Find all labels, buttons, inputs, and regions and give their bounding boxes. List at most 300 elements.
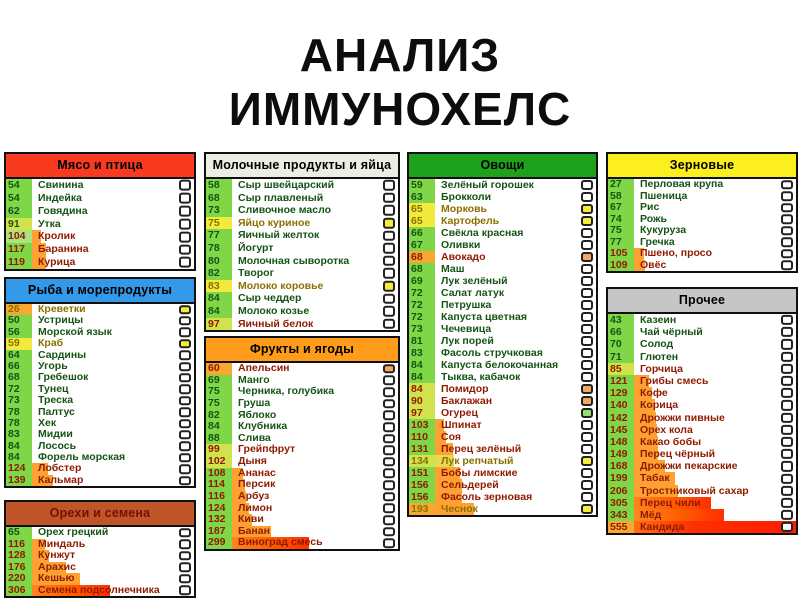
food-value: 156 bbox=[411, 479, 429, 491]
food-checkbox[interactable] bbox=[581, 312, 593, 322]
food-row bbox=[6, 372, 194, 383]
food-label: Рис bbox=[640, 202, 660, 213]
food-checkbox[interactable] bbox=[781, 215, 793, 225]
panel-fish-rows bbox=[6, 304, 194, 486]
food-label: Ананас bbox=[238, 467, 276, 479]
food-checkbox[interactable] bbox=[781, 180, 793, 190]
food-value: 84 bbox=[411, 371, 423, 383]
food-checkbox[interactable] bbox=[179, 305, 191, 314]
food-label: Дрожжи пекарские bbox=[640, 460, 738, 473]
food-row bbox=[206, 192, 398, 205]
food-row bbox=[608, 387, 796, 399]
food-row bbox=[6, 338, 194, 349]
food-checkbox[interactable] bbox=[383, 492, 395, 502]
food-value: 62 bbox=[8, 204, 20, 217]
panel-nuts-rows bbox=[6, 527, 194, 596]
food-checkbox[interactable] bbox=[383, 469, 395, 479]
food-value: 105 bbox=[610, 248, 628, 259]
food-label: Морской язык bbox=[38, 326, 112, 338]
food-checkbox[interactable] bbox=[781, 261, 793, 271]
food-checkbox[interactable] bbox=[179, 339, 191, 348]
food-value: 148 bbox=[610, 435, 628, 448]
food-checkbox[interactable] bbox=[383, 434, 395, 444]
food-label: Грейпфрут bbox=[238, 444, 296, 456]
food-checkbox[interactable] bbox=[383, 268, 395, 279]
food-checkbox[interactable] bbox=[383, 480, 395, 490]
food-label: Арбуз bbox=[238, 490, 270, 502]
food-checkbox[interactable] bbox=[179, 180, 191, 191]
panel-grains bbox=[606, 152, 798, 273]
food-checkbox[interactable] bbox=[383, 515, 395, 525]
food-label: Банан bbox=[238, 525, 270, 537]
food-value: 68 bbox=[411, 251, 423, 263]
food-row bbox=[608, 314, 796, 326]
food-value: 26 bbox=[8, 304, 20, 315]
food-row bbox=[409, 395, 596, 407]
food-checkbox[interactable] bbox=[179, 442, 191, 451]
food-row bbox=[409, 479, 596, 491]
food-row bbox=[409, 287, 596, 299]
food-checkbox[interactable] bbox=[781, 400, 793, 410]
food-checkbox[interactable] bbox=[781, 352, 793, 362]
food-row bbox=[206, 514, 398, 526]
food-checkbox[interactable] bbox=[179, 231, 191, 242]
food-value: 59 bbox=[411, 179, 423, 191]
food-value: 149 bbox=[610, 448, 628, 461]
food-label: Креветки bbox=[38, 304, 86, 315]
food-label: Треска bbox=[38, 395, 74, 407]
food-checkbox[interactable] bbox=[581, 384, 593, 394]
food-row bbox=[608, 497, 796, 509]
food-checkbox[interactable] bbox=[781, 315, 793, 325]
food-checkbox[interactable] bbox=[581, 468, 593, 478]
food-checkbox[interactable] bbox=[179, 419, 191, 428]
food-checkbox[interactable] bbox=[179, 563, 191, 573]
food-row bbox=[608, 472, 796, 484]
food-checkbox[interactable] bbox=[179, 551, 191, 561]
food-value: 193 bbox=[411, 503, 429, 515]
food-checkbox[interactable] bbox=[781, 203, 793, 213]
food-label: Персик bbox=[238, 479, 276, 491]
food-checkbox[interactable] bbox=[179, 328, 191, 337]
food-row bbox=[206, 255, 398, 268]
food-value: 60 bbox=[208, 363, 220, 374]
food-label: Баранина bbox=[38, 243, 89, 256]
food-row bbox=[409, 179, 596, 191]
food-value: 220 bbox=[8, 573, 26, 584]
food-checkbox[interactable] bbox=[179, 257, 191, 268]
food-label: Картофель bbox=[441, 215, 500, 227]
food-row bbox=[206, 456, 398, 468]
food-row bbox=[6, 218, 194, 231]
food-row bbox=[6, 230, 194, 243]
food-value: 116 bbox=[208, 490, 225, 502]
food-checkbox[interactable] bbox=[781, 364, 793, 374]
food-row bbox=[409, 503, 596, 515]
food-checkbox[interactable] bbox=[179, 373, 191, 382]
food-row bbox=[608, 485, 796, 497]
food-value: 116 bbox=[8, 538, 25, 550]
food-value: 67 bbox=[610, 202, 622, 213]
food-checkbox[interactable] bbox=[581, 408, 593, 418]
food-checkbox[interactable] bbox=[781, 449, 793, 459]
food-row bbox=[608, 460, 796, 472]
food-checkbox[interactable] bbox=[581, 456, 593, 466]
food-value: 124 bbox=[208, 502, 226, 514]
food-checkbox[interactable] bbox=[581, 324, 593, 334]
food-value: 81 bbox=[411, 335, 423, 347]
food-checkbox[interactable] bbox=[179, 396, 191, 405]
food-checkbox[interactable] bbox=[781, 388, 793, 398]
food-row bbox=[409, 335, 596, 347]
food-row bbox=[409, 227, 596, 239]
food-row bbox=[206, 479, 398, 491]
food-checkbox[interactable] bbox=[581, 444, 593, 454]
food-checkbox[interactable] bbox=[383, 504, 395, 514]
panel-meat-header: Мясо и птица bbox=[6, 154, 194, 179]
food-value: 66 bbox=[8, 360, 20, 372]
food-label: Казеин bbox=[640, 314, 677, 326]
food-value: 74 bbox=[610, 213, 622, 225]
food-value: 73 bbox=[208, 204, 220, 217]
food-checkbox[interactable] bbox=[179, 244, 191, 255]
food-label: Салат латук bbox=[441, 287, 505, 299]
food-checkbox[interactable] bbox=[781, 238, 793, 248]
food-label: Кешью bbox=[38, 573, 75, 584]
food-label: Палтус bbox=[38, 406, 75, 418]
food-row bbox=[6, 350, 194, 361]
food-row bbox=[409, 383, 596, 395]
food-label: Баклажан bbox=[441, 395, 493, 407]
food-row bbox=[206, 280, 398, 293]
food-row bbox=[608, 436, 796, 448]
food-checkbox[interactable] bbox=[179, 219, 191, 230]
food-row bbox=[409, 275, 596, 287]
food-value: 75 bbox=[610, 225, 622, 236]
food-checkbox[interactable] bbox=[179, 206, 191, 217]
food-value: 168 bbox=[610, 460, 628, 473]
food-label: Утка bbox=[38, 217, 61, 230]
food-checkbox[interactable] bbox=[781, 461, 793, 471]
food-value: 132 bbox=[208, 514, 226, 526]
food-checkbox[interactable] bbox=[781, 437, 793, 447]
food-label: Молоко козье bbox=[238, 304, 310, 317]
food-checkbox[interactable] bbox=[581, 336, 593, 346]
food-row bbox=[206, 267, 398, 280]
food-value: 84 bbox=[8, 440, 20, 452]
food-value: 108 bbox=[208, 467, 226, 479]
food-value: 84 bbox=[208, 304, 220, 317]
food-label: Дыня bbox=[238, 456, 267, 467]
food-label: Миндаль bbox=[38, 538, 86, 550]
food-label: Пшеница bbox=[640, 190, 688, 202]
food-value: 206 bbox=[610, 484, 628, 497]
food-row bbox=[206, 444, 398, 456]
food-row bbox=[6, 304, 194, 315]
food-row bbox=[206, 179, 398, 192]
food-checkbox[interactable] bbox=[179, 453, 191, 462]
food-row bbox=[6, 179, 194, 192]
food-checkbox[interactable] bbox=[581, 180, 593, 190]
food-checkbox[interactable] bbox=[383, 399, 395, 409]
food-label: Перец чёрный bbox=[640, 448, 716, 461]
food-label: Свёкла красная bbox=[441, 227, 524, 239]
food-checkbox[interactable] bbox=[781, 249, 793, 259]
food-checkbox[interactable] bbox=[383, 527, 395, 537]
food-value: 68 bbox=[8, 372, 20, 384]
food-checkbox[interactable] bbox=[781, 376, 793, 386]
food-value: 27 bbox=[610, 179, 622, 190]
food-value: 104 bbox=[8, 230, 26, 243]
food-row bbox=[6, 395, 194, 406]
food-row bbox=[6, 562, 194, 574]
food-checkbox[interactable] bbox=[179, 540, 191, 550]
food-label: Кофе bbox=[640, 387, 668, 400]
food-label: Яичный желток bbox=[238, 229, 320, 242]
food-value: 84 bbox=[8, 452, 20, 464]
food-checkbox[interactable] bbox=[383, 364, 395, 374]
food-value: 82 bbox=[208, 267, 220, 280]
food-checkbox[interactable] bbox=[781, 425, 793, 435]
food-checkbox[interactable] bbox=[781, 510, 793, 520]
food-row bbox=[6, 441, 194, 452]
food-value: 65 bbox=[411, 203, 423, 215]
food-checkbox[interactable] bbox=[383, 230, 395, 241]
food-checkbox[interactable] bbox=[383, 538, 395, 548]
food-checkbox[interactable] bbox=[179, 430, 191, 439]
food-value: 67 bbox=[411, 239, 423, 251]
food-value: 84 bbox=[411, 383, 423, 395]
food-row bbox=[206, 537, 398, 549]
food-label: Лук порей bbox=[441, 335, 494, 347]
food-checkbox[interactable] bbox=[179, 362, 191, 371]
food-row bbox=[206, 229, 398, 242]
food-checkbox[interactable] bbox=[179, 528, 191, 538]
food-label: Тыква, кабачок bbox=[441, 371, 521, 383]
food-row bbox=[206, 410, 398, 422]
food-checkbox[interactable] bbox=[383, 205, 395, 216]
food-label: Мёд bbox=[640, 509, 662, 521]
food-checkbox[interactable] bbox=[179, 351, 191, 360]
food-label: Кунжут bbox=[38, 550, 76, 561]
food-label: Фасоль зерновая bbox=[441, 491, 533, 503]
food-label: Фасоль стручковая bbox=[441, 347, 543, 359]
food-label: Мидии bbox=[38, 429, 73, 441]
food-row bbox=[409, 251, 596, 263]
value-bar bbox=[608, 521, 796, 533]
food-label: Сельдерей bbox=[441, 479, 499, 491]
food-value: 145 bbox=[610, 423, 628, 436]
food-checkbox[interactable] bbox=[581, 204, 593, 214]
food-value: 117 bbox=[8, 243, 25, 256]
food-label: Зелёный горошек bbox=[441, 179, 534, 191]
panel-grains-header: Зерновые bbox=[608, 154, 796, 179]
food-checkbox[interactable] bbox=[179, 408, 191, 417]
food-row bbox=[6, 361, 194, 372]
food-label: Угорь bbox=[38, 360, 68, 372]
food-checkbox[interactable] bbox=[581, 240, 593, 250]
food-label: Орех кола bbox=[640, 423, 693, 436]
panel-fish bbox=[4, 277, 196, 488]
food-checkbox[interactable] bbox=[179, 385, 191, 394]
food-checkbox[interactable] bbox=[781, 192, 793, 202]
food-checkbox[interactable] bbox=[581, 192, 593, 202]
food-checkbox[interactable] bbox=[383, 281, 395, 292]
food-row bbox=[409, 311, 596, 323]
food-checkbox[interactable] bbox=[179, 316, 191, 325]
food-label: Устрицы bbox=[38, 315, 84, 327]
food-value: 78 bbox=[8, 406, 20, 418]
food-value: 75 bbox=[208, 216, 220, 229]
food-checkbox[interactable] bbox=[581, 372, 593, 382]
food-label: Овёс bbox=[640, 259, 667, 271]
food-checkbox[interactable] bbox=[179, 464, 191, 473]
panel-nuts-header: Орехи и семена bbox=[6, 502, 194, 527]
food-row bbox=[409, 359, 596, 371]
food-row bbox=[608, 191, 796, 203]
food-label: Индейка bbox=[38, 191, 82, 204]
food-label: Лук репчатый bbox=[441, 455, 514, 467]
food-checkbox[interactable] bbox=[781, 498, 793, 508]
food-label: Манго bbox=[238, 374, 270, 386]
food-checkbox[interactable] bbox=[581, 216, 593, 226]
food-row bbox=[6, 243, 194, 256]
food-value: 84 bbox=[208, 421, 220, 433]
food-label: Помидор bbox=[441, 383, 489, 395]
food-row bbox=[206, 386, 398, 398]
food-checkbox[interactable] bbox=[781, 486, 793, 496]
food-checkbox[interactable] bbox=[781, 473, 793, 483]
food-value: 68 bbox=[411, 263, 423, 275]
food-checkbox[interactable] bbox=[581, 348, 593, 358]
food-value: 103 bbox=[411, 419, 429, 431]
food-value: 72 bbox=[411, 287, 423, 299]
food-checkbox[interactable] bbox=[781, 327, 793, 337]
food-value: 72 bbox=[8, 383, 20, 395]
food-row bbox=[608, 375, 796, 387]
food-checkbox[interactable] bbox=[581, 504, 593, 514]
food-checkbox[interactable] bbox=[581, 396, 593, 406]
food-row bbox=[608, 509, 796, 521]
food-checkbox[interactable] bbox=[383, 218, 395, 229]
food-checkbox[interactable] bbox=[383, 306, 395, 317]
food-value: 71 bbox=[610, 350, 622, 363]
food-row bbox=[608, 225, 796, 237]
food-value: 187 bbox=[208, 525, 226, 537]
food-label: Курица bbox=[38, 256, 76, 269]
food-checkbox[interactable] bbox=[581, 228, 593, 238]
food-checkbox[interactable] bbox=[383, 243, 395, 254]
food-row bbox=[206, 491, 398, 503]
food-value: 65 bbox=[8, 527, 20, 538]
food-checkbox[interactable] bbox=[781, 522, 793, 532]
food-value: 63 bbox=[411, 191, 423, 203]
page-title-line1: АНАЛИЗ bbox=[299, 29, 501, 81]
food-checkbox[interactable] bbox=[179, 586, 191, 596]
food-label: Яблоко bbox=[238, 409, 277, 421]
food-row bbox=[206, 305, 398, 318]
food-value: 70 bbox=[610, 338, 622, 351]
food-label: Творог bbox=[238, 267, 274, 280]
food-checkbox[interactable] bbox=[581, 360, 593, 370]
food-checkbox[interactable] bbox=[581, 288, 593, 298]
food-row bbox=[6, 475, 194, 486]
food-checkbox[interactable] bbox=[781, 339, 793, 349]
food-checkbox[interactable] bbox=[383, 319, 395, 330]
food-value: 68 bbox=[208, 191, 220, 204]
food-checkbox[interactable] bbox=[383, 180, 395, 191]
food-checkbox[interactable] bbox=[383, 387, 395, 397]
food-checkbox[interactable] bbox=[383, 457, 395, 467]
food-label: Молоко коровье bbox=[238, 279, 324, 292]
food-checkbox[interactable] bbox=[581, 492, 593, 502]
food-checkbox[interactable] bbox=[179, 476, 191, 485]
food-checkbox[interactable] bbox=[581, 276, 593, 286]
food-row bbox=[6, 327, 194, 338]
food-value: 56 bbox=[8, 326, 20, 338]
food-row bbox=[6, 384, 194, 395]
food-checkbox[interactable] bbox=[781, 226, 793, 236]
panel-grains-rows bbox=[608, 179, 796, 271]
food-label: Дрожжи пивные bbox=[640, 411, 725, 424]
food-value: 305 bbox=[610, 496, 628, 509]
food-checkbox[interactable] bbox=[383, 422, 395, 432]
food-checkbox[interactable] bbox=[383, 376, 395, 386]
food-value: 88 bbox=[208, 432, 220, 444]
food-value: 124 bbox=[8, 463, 26, 475]
food-checkbox[interactable] bbox=[383, 293, 395, 304]
food-checkbox[interactable] bbox=[581, 300, 593, 310]
food-checkbox[interactable] bbox=[383, 411, 395, 421]
food-checkbox[interactable] bbox=[179, 193, 191, 204]
food-row bbox=[608, 448, 796, 460]
food-label: Глютен bbox=[640, 350, 679, 363]
food-checkbox[interactable] bbox=[179, 574, 191, 584]
food-checkbox[interactable] bbox=[581, 432, 593, 442]
food-row bbox=[6, 429, 194, 440]
food-checkbox[interactable] bbox=[581, 252, 593, 262]
food-label: Гречка bbox=[640, 236, 675, 248]
food-checkbox[interactable] bbox=[581, 420, 593, 430]
food-row bbox=[409, 419, 596, 431]
food-label: Сыр плавленый bbox=[238, 191, 324, 204]
food-value: 109 bbox=[610, 259, 628, 271]
food-label: Говядина bbox=[38, 204, 88, 217]
food-value: 82 bbox=[208, 409, 220, 421]
food-checkbox[interactable] bbox=[383, 193, 395, 204]
food-value: 102 bbox=[208, 456, 226, 467]
food-checkbox[interactable] bbox=[581, 264, 593, 274]
food-row bbox=[409, 191, 596, 203]
food-label: Соя bbox=[441, 431, 461, 443]
food-checkbox[interactable] bbox=[581, 480, 593, 490]
food-row bbox=[608, 399, 796, 411]
food-row bbox=[206, 398, 398, 410]
food-checkbox[interactable] bbox=[781, 413, 793, 423]
food-row bbox=[409, 215, 596, 227]
food-row bbox=[608, 248, 796, 260]
food-checkbox[interactable] bbox=[383, 445, 395, 455]
food-checkbox[interactable] bbox=[383, 256, 395, 267]
food-row bbox=[409, 491, 596, 503]
food-label: Виноград смесь bbox=[238, 537, 323, 549]
food-value: 66 bbox=[411, 227, 423, 239]
food-row bbox=[206, 242, 398, 255]
food-value: 54 bbox=[8, 179, 20, 191]
panel-fruits-header: Фрукты и ягоды bbox=[206, 338, 398, 363]
food-row bbox=[6, 463, 194, 474]
food-row bbox=[409, 407, 596, 419]
